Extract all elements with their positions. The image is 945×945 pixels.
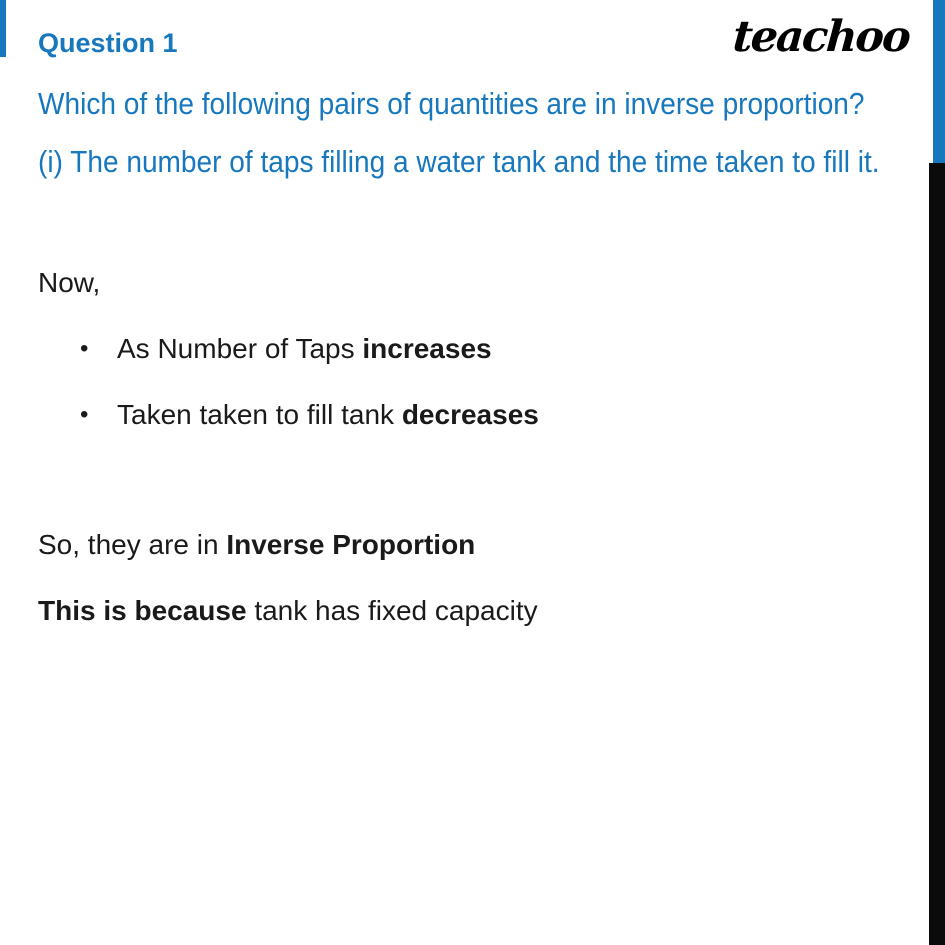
bullet-text: As Number of Taps	[117, 333, 363, 364]
conclusion-prefix: So, they are in	[38, 529, 227, 560]
bullet-text-bold: decreases	[401, 399, 539, 430]
bullet-point-time	[80, 399, 539, 431]
conclusion-bold: Inverse Proportion	[226, 529, 476, 560]
bullet-text-bold: increases	[362, 333, 492, 364]
solution-intro: Now,	[38, 267, 101, 298]
bullet-text: Taken taken to fill tank	[117, 399, 402, 430]
question-text-line2: (i) The number of taps filling a water tank and the time taken to fill it.	[38, 144, 880, 179]
question-heading: Question 1	[38, 28, 178, 58]
reason-bold: This is because	[38, 595, 247, 626]
question-text-line1: Which of the following pairs of quantities are in inverse proportion?	[38, 86, 865, 121]
bullet-icon: •	[80, 335, 89, 362]
bullet-icon: •	[80, 401, 89, 428]
bullet-point-taps	[80, 333, 492, 365]
left-accent-bar	[0, 0, 6, 57]
reason-suffix: tank has fixed capacity	[246, 595, 538, 626]
right-blue-accent-bar	[933, 0, 945, 163]
right-black-sidebar	[929, 163, 945, 945]
teachoo-logo: teachoo	[731, 12, 911, 62]
reason-line	[38, 595, 538, 627]
conclusion-line	[38, 529, 475, 561]
